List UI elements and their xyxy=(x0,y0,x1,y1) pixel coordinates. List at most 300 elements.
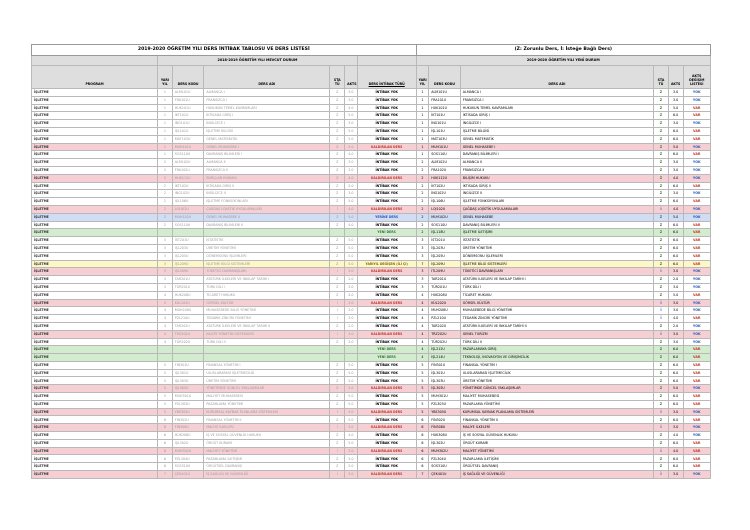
program-cell: İŞLETME xyxy=(32,447,158,455)
old-code-cell: MUH102U xyxy=(172,213,204,221)
ects-change-cell: VAR xyxy=(683,127,711,135)
new-name-cell: TEKNOLOJİ, İNOVASYON VE GİRİŞİMCİLİK xyxy=(460,354,653,362)
new-name-cell: MALİYET YÖNETİMİ xyxy=(460,447,653,455)
ects-change-cell: VAR xyxy=(683,369,711,377)
new-name-cell: MALİYE İLKELERİ xyxy=(460,424,653,432)
old-code-cell: MUH101U xyxy=(172,143,204,151)
new-code-cell: LOJ102U xyxy=(429,205,461,213)
new-name-cell: ALMANCA I xyxy=(460,89,653,97)
new-semester-cell: 4 xyxy=(416,315,429,323)
old-name-cell: İŞLETME BİLGİSİ xyxy=(204,127,330,135)
ects-change-cell: VAR xyxy=(683,237,711,245)
old-semester-cell: 1 xyxy=(158,89,173,97)
old-semester-cell: 5 xyxy=(158,400,173,408)
old-ects-cell: 3.0 xyxy=(345,471,358,479)
old-ects-cell: 3.0 xyxy=(345,268,358,276)
old-ects-cell: 5.0 xyxy=(345,213,358,221)
new-ects-cell: 6.0 xyxy=(668,400,683,408)
ects-change-cell: VAR xyxy=(683,361,711,369)
old-ects-cell: 3.0 xyxy=(345,120,358,128)
old-ects-cell: 4.0 xyxy=(345,174,358,182)
table-row xyxy=(32,354,711,362)
transfer-type-cell: İNTİBAK YOK xyxy=(357,455,416,463)
new-status-cell: Z xyxy=(654,400,669,408)
old-code-cell: PZL303U xyxy=(172,400,204,408)
old-code-cell: MUH302U xyxy=(172,447,204,455)
col-akts: AKTS xyxy=(345,66,358,89)
new-status-cell: Z xyxy=(654,151,669,159)
old-code-cell: ALM102U xyxy=(172,159,204,167)
new-semester-cell: 2 xyxy=(416,182,429,190)
new-semester-cell: 4 xyxy=(416,307,429,315)
program-cell: İŞLETME xyxy=(32,260,158,268)
transfer-type-cell: İNTİBAK YOK xyxy=(357,151,416,159)
new-status-cell: Z xyxy=(654,104,669,112)
ects-change-cell: YOK xyxy=(683,205,711,213)
table-row xyxy=(32,120,711,128)
ects-change-cell: YOK xyxy=(683,166,711,174)
new-code-cell: MUH101U xyxy=(429,143,461,151)
new-semester-cell: 6 xyxy=(416,447,429,455)
transfer-type-cell: İNTİBAK YOK xyxy=(357,432,416,440)
ects-change-cell: VAR xyxy=(683,291,711,299)
new-code-cell: İŞL209U xyxy=(429,260,461,268)
new-code-cell: İŞL212U xyxy=(429,346,461,354)
new-code-cell: HUK308U xyxy=(429,432,461,440)
new-status-cell: Z xyxy=(654,393,669,401)
old-ects-cell xyxy=(345,346,358,354)
new-ects-cell: 6.0 xyxy=(668,229,683,237)
new-name-cell: MALİYET MUHASEBESİ xyxy=(460,393,653,401)
old-ects-cell: 4.0 xyxy=(345,291,358,299)
program-cell: İŞLETME xyxy=(32,127,158,135)
program-cell: İŞLETME xyxy=(32,307,158,315)
ects-change-cell: YOK xyxy=(683,424,711,432)
new-code-cell: İŞL305U xyxy=(429,385,461,393)
ects-change-cell: VAR xyxy=(683,400,711,408)
ects-change-cell: VAR xyxy=(683,346,711,354)
ects-change-cell: VAR xyxy=(683,393,711,401)
new-code-cell: PZL304U xyxy=(429,455,461,463)
new-name-cell: YÖNETİMDE GÜNCEL YAKLAŞIMLAR xyxy=(460,385,653,393)
old-status-cell: Z xyxy=(330,385,345,393)
transfer-type-cell: İNTİBAK YOK xyxy=(357,198,416,206)
new-semester-cell: 2 xyxy=(416,198,429,206)
new-status-cell: Z xyxy=(654,174,669,182)
new-semester-cell: 2 xyxy=(416,205,429,213)
transfer-type-cell: İNTİBAK YOK xyxy=(357,400,416,408)
transfer-type-cell: YENİ DERS xyxy=(357,354,416,362)
new-ects-cell: 6.0 xyxy=(668,112,683,120)
old-semester-cell: 2 xyxy=(158,166,173,174)
new-code-cell: FİN308U xyxy=(429,424,461,432)
ects-change-cell: YOK xyxy=(683,307,711,315)
ects-change-cell: YOK xyxy=(683,120,711,128)
old-status-cell xyxy=(330,346,345,354)
col-akts-new: AKTS xyxy=(668,66,683,89)
old-semester-cell: 3 xyxy=(158,276,173,284)
transfer-type-cell: İNTİBAK YOK xyxy=(357,252,416,260)
new-code-cell: TAR202U xyxy=(429,322,461,330)
old-status-cell: Z xyxy=(330,135,345,143)
ects-change-cell: VAR xyxy=(683,229,711,237)
new-ects-cell: 3.0 xyxy=(668,283,683,291)
new-ects-cell: 3.0 xyxy=(668,471,683,479)
program-cell: İŞLETME xyxy=(32,182,158,190)
new-name-cell: FİNANSAL YÖNETİM I xyxy=(460,361,653,369)
program-cell: İŞLETME xyxy=(32,393,158,401)
new-name-cell: İNGİLİZCE I xyxy=(460,120,653,128)
new-ects-cell: 6.0 xyxy=(668,127,683,135)
new-status-cell: Z xyxy=(654,221,669,229)
old-semester-cell: 4 xyxy=(158,299,173,307)
new-status-cell: Z xyxy=(654,369,669,377)
table-row xyxy=(32,96,711,104)
new-semester-cell: 1 xyxy=(416,151,429,159)
new-name-cell: TEDARİK ZİNCİRİ YÖNETİMİ xyxy=(460,315,653,323)
old-semester-cell: 4 xyxy=(158,315,173,323)
old-status-cell: Z xyxy=(330,112,345,120)
new-semester-cell: 3 xyxy=(416,268,429,276)
new-status-cell: Z xyxy=(654,322,669,330)
ects-change-cell: VAR xyxy=(683,104,711,112)
new-status-cell: Z xyxy=(654,291,669,299)
new-name-cell: GENEL TURİZM xyxy=(460,330,653,338)
program-cell: İŞLETME xyxy=(32,315,158,323)
old-code-cell: İŞL301U xyxy=(172,369,204,377)
new-code-cell: HUK208U xyxy=(429,291,461,299)
transfer-type-cell: KALDIRILAN DERS xyxy=(357,174,416,182)
old-name-cell: İŞ SAĞLIĞI VE GÜVENLİĞİ xyxy=(204,471,330,479)
old-name-cell: ÖRGÜT KURAMI xyxy=(204,439,330,447)
old-name-cell: İŞLETME FONKSİYONLARI xyxy=(204,198,330,206)
old-status-cell: Z xyxy=(330,416,345,424)
new-status-cell: İ xyxy=(654,447,669,455)
new-status-cell: İ xyxy=(654,268,669,276)
table-row xyxy=(32,408,711,416)
old-status-cell: İ xyxy=(330,307,345,315)
new-name-cell: ULUSLARARASI İŞLETMECİLİK xyxy=(460,369,653,377)
old-name-cell: ATATÜRK İLKELERİ VE İNKILAP TARİHİ II xyxy=(204,322,330,330)
old-semester-cell: 3 xyxy=(158,283,173,291)
transfer-type-cell: KALDIRILAN DERS xyxy=(357,447,416,455)
table-row xyxy=(32,299,711,307)
old-code-cell: HUK208U xyxy=(172,291,204,299)
new-status-cell: İ xyxy=(654,471,669,479)
new-code-cell: İŞL106U xyxy=(429,198,461,206)
transfer-type-cell: İNTİBAK YOK xyxy=(357,283,416,291)
new-code-cell: YBS305U xyxy=(429,408,461,416)
ects-change-cell: VAR xyxy=(683,354,711,362)
old-name-cell xyxy=(204,229,330,237)
old-status-cell: Z xyxy=(330,291,345,299)
new-semester-cell: 4 xyxy=(416,346,429,354)
new-ects-cell: 3.0 xyxy=(668,96,683,104)
transfer-type-cell: İNTİBAK YOK xyxy=(357,221,416,229)
new-code-cell: ALM102U xyxy=(429,159,461,167)
new-code-cell: TÜR201U xyxy=(429,283,461,291)
transfer-type-cell: KALDIRILAN DERS xyxy=(357,205,416,213)
table-row xyxy=(32,190,711,198)
old-semester-cell: 2 xyxy=(158,205,173,213)
new-semester-cell: 4 xyxy=(416,299,429,307)
old-ects-cell: 2.0 xyxy=(345,276,358,284)
old-status-cell: Z xyxy=(330,213,345,221)
old-name-cell: FİNANSAL YÖNETİM I xyxy=(204,361,330,369)
new-name-cell: ALMANCA II xyxy=(460,159,653,167)
old-status-cell: Z xyxy=(330,463,345,471)
old-ects-cell: 2.0 xyxy=(345,322,358,330)
new-status-cell: Z xyxy=(654,463,669,471)
old-status-cell: İ xyxy=(330,408,345,416)
old-status-cell: Z xyxy=(330,369,345,377)
program-cell: İŞLETME xyxy=(32,198,158,206)
new-status-cell: İ xyxy=(654,205,669,213)
old-status-cell: Z xyxy=(330,400,345,408)
old-semester-cell: 2 xyxy=(158,213,173,221)
ects-change-cell: YOK xyxy=(683,268,711,276)
program-cell: İŞLETME xyxy=(32,135,158,143)
new-code-cell: İŞL205U xyxy=(429,252,461,260)
old-name-cell: TEDARİK ZİNCİRİ YÖNETİMİ xyxy=(204,315,330,323)
old-semester-cell: 1 xyxy=(158,104,173,112)
old-name-cell: FRANSIZCA I xyxy=(204,96,330,104)
new-section-title: 2019-2020 ÖĞRETİM YILI YENİ DURUM xyxy=(416,56,710,66)
ects-change-cell: YOK xyxy=(683,213,711,221)
old-code-cell: İNG101U xyxy=(172,120,204,128)
new-ects-cell: 4.0 xyxy=(668,432,683,440)
new-status-cell: Z xyxy=(654,143,669,151)
old-ects-cell: 5.0 xyxy=(345,198,358,206)
new-ects-cell: 5.0 xyxy=(668,104,683,112)
ects-change-cell: YOK xyxy=(683,143,711,151)
col-statu-new: STA TÜ xyxy=(654,66,669,89)
old-name-cell: BORÇLAR HUKUKU xyxy=(204,174,330,182)
new-name-cell: İSTATİSTİK xyxy=(460,237,653,245)
program-cell: İŞLETME xyxy=(32,120,158,128)
old-status-cell: Z xyxy=(330,166,345,174)
program-cell: İŞLETME xyxy=(32,237,158,245)
old-code-cell: İŞL305U xyxy=(172,385,204,393)
old-semester-cell: 4 xyxy=(158,338,173,346)
transfer-type-cell: KALDIRILAN DERS xyxy=(357,143,416,151)
old-status-cell: Z xyxy=(330,127,345,135)
old-status-cell: Z xyxy=(330,322,345,330)
old-code-cell: TRZ202U xyxy=(172,330,204,338)
new-code-cell: FRA101U xyxy=(429,96,461,104)
table-row xyxy=(32,174,711,182)
program-cell: İŞLETME xyxy=(32,439,158,447)
transfer-type-cell: KALDIRILAN DERS xyxy=(357,471,416,479)
old-code-cell: HUK308U xyxy=(172,432,204,440)
old-code-cell: İŞL303U xyxy=(172,377,204,385)
new-ects-cell: 3.0 xyxy=(668,330,683,338)
new-status-cell: İ xyxy=(654,307,669,315)
transfer-type-cell: İNTİBAK YOK xyxy=(357,393,416,401)
new-ects-cell: 2.0 xyxy=(668,322,683,330)
new-ects-cell: 3.0 xyxy=(668,268,683,276)
new-status-cell: İ xyxy=(654,424,669,432)
new-name-cell: HUKUKUN TEMEL KAVRAMLARI xyxy=(460,104,653,112)
program-cell: İŞLETME xyxy=(32,338,158,346)
old-code-cell: PZL210U xyxy=(172,315,204,323)
old-semester-cell: 7 xyxy=(158,471,173,479)
new-status-cell: Z xyxy=(654,244,669,252)
new-status-cell: Z xyxy=(654,213,669,221)
old-ects-cell: 5.0 xyxy=(345,182,358,190)
old-status-cell: Z xyxy=(330,190,345,198)
old-semester-cell: 5 xyxy=(158,377,173,385)
old-name-cell: YÖNETİMDE GÜNCEL YAKLAŞIMLAR xyxy=(204,385,330,393)
new-ects-cell: 6.0 xyxy=(668,198,683,206)
program-cell: İŞLETME xyxy=(32,96,158,104)
new-status-cell: Z xyxy=(654,127,669,135)
old-semester-cell: 2 xyxy=(158,198,173,206)
old-status-cell: Z xyxy=(330,89,345,97)
old-ects-cell: 3.0 xyxy=(345,166,358,174)
table-row xyxy=(32,416,711,424)
old-code-cell: PZL304U xyxy=(172,455,204,463)
new-semester-cell: 6 xyxy=(416,463,429,471)
program-cell: İŞLETME xyxy=(32,432,158,440)
program-cell: İŞLETME xyxy=(32,190,158,198)
new-name-cell: DÖNEMSONU İŞLEMLERİ xyxy=(460,252,653,260)
new-semester-cell: 6 xyxy=(416,424,429,432)
transfer-type-cell: İNTİBAK YOK xyxy=(357,237,416,245)
old-name-cell: KURUMSAL KAYNAK PLANLAMA SİSTEMLERİ xyxy=(204,408,330,416)
new-ects-cell: 6.0 xyxy=(668,463,683,471)
old-semester-cell: 2 xyxy=(158,221,173,229)
new-code-cell: PZL303U xyxy=(429,400,461,408)
new-code-cell: İŞL101U xyxy=(429,127,461,135)
old-name-cell: MUHASEBEDE BİLGİ YÖNETİMİ xyxy=(204,307,330,315)
ects-change-cell: VAR xyxy=(683,377,711,385)
old-code-cell: SOS310U xyxy=(172,463,204,471)
program-cell: İŞLETME xyxy=(32,268,158,276)
new-name-cell: ÜRETİM YÖNETİMİ xyxy=(460,377,653,385)
transfer-type-cell: İNTİBAK YOK xyxy=(357,307,416,315)
old-ects-cell: 5.0 xyxy=(345,361,358,369)
new-name-cell: MUHASEBEDE BİLGİ YÖNETİMİ xyxy=(460,307,653,315)
new-semester-cell: 1 xyxy=(416,104,429,112)
old-name-cell: İŞLETME BİLGİ SİSTEMLERİ xyxy=(204,260,330,268)
new-status-cell: Z xyxy=(654,229,669,237)
new-name-cell: TÜKETİCİ DAVRANIŞLARI xyxy=(460,268,653,276)
old-ects-cell: 3.0 xyxy=(345,424,358,432)
table-row xyxy=(32,89,711,97)
new-ects-cell: 4.0 xyxy=(668,205,683,213)
new-code-cell: HUK101U xyxy=(429,104,461,112)
new-semester-cell: 6 xyxy=(416,432,429,440)
old-code-cell: LOJ102U xyxy=(172,205,204,213)
transfer-type-cell: İNTİBAK YOK xyxy=(357,244,416,252)
program-cell: İŞLETME xyxy=(32,322,158,330)
table-row xyxy=(32,432,711,440)
old-name-cell: TÜRK DİLİ II xyxy=(204,338,330,346)
new-ects-cell: 6.0 xyxy=(668,439,683,447)
old-code-cell: İŞL203U xyxy=(172,244,204,252)
new-semester-cell: 4 xyxy=(416,354,429,362)
old-semester-cell xyxy=(158,354,173,362)
ects-change-cell: VAR xyxy=(683,315,711,323)
old-ects-cell: 5.0 xyxy=(345,127,358,135)
new-status-cell: Z xyxy=(654,416,669,424)
old-name-cell: ALMANCA I xyxy=(204,89,330,97)
new-code-cell: İNG101U xyxy=(429,120,461,128)
ects-change-cell: YOK xyxy=(683,338,711,346)
old-code-cell: SOS110U xyxy=(172,221,204,229)
transfer-type-cell: İNTİBAK YOK xyxy=(357,135,416,143)
old-name-cell: FİNANSAL YÖNETİM II xyxy=(204,416,330,424)
table-row xyxy=(32,291,711,299)
new-name-cell: İŞ SAĞLIĞI VE GÜVENLİĞİ xyxy=(460,471,653,479)
new-ects-cell: 6.0 xyxy=(668,135,683,143)
old-semester-cell: 1 xyxy=(158,120,173,128)
old-status-cell: Z xyxy=(330,104,345,112)
new-status-cell: Z xyxy=(654,432,669,440)
old-name-cell: İŞ VE SOSYAL GÜVENLİK HUKUKU xyxy=(204,432,330,440)
ects-change-cell: YOK xyxy=(683,89,711,97)
old-ects-cell: 3.0 xyxy=(345,283,358,291)
old-status-cell: Z xyxy=(330,455,345,463)
new-code-cell: İKT101U xyxy=(429,112,461,120)
new-semester-cell: 5 xyxy=(416,369,429,377)
transfer-type-cell: YERİNE DERS xyxy=(357,213,416,221)
ects-change-cell: YOK xyxy=(683,283,711,291)
old-semester-cell: 4 xyxy=(158,291,173,299)
ects-change-cell: VAR xyxy=(683,198,711,206)
new-ects-cell: 6.0 xyxy=(668,151,683,159)
old-code-cell: İŞL302U xyxy=(172,439,204,447)
old-name-cell: İNGİLİZCE I xyxy=(204,120,330,128)
new-name-cell: ÖRGÜT KURAMI xyxy=(460,439,653,447)
new-ects-cell: 6.0 xyxy=(668,377,683,385)
program-cell: İŞLETME xyxy=(32,151,158,159)
column-header-row xyxy=(32,66,711,89)
old-code-cell xyxy=(172,229,204,237)
old-semester-cell: 3 xyxy=(158,244,173,252)
new-ects-cell: 3.0 xyxy=(668,338,683,346)
new-ects-cell: 5.0 xyxy=(668,213,683,221)
old-ects-cell: 5.0 xyxy=(345,455,358,463)
old-name-cell: DAVRANIŞ BİLİMLERİ II xyxy=(204,221,330,229)
program-cell: İŞLETME xyxy=(32,143,158,151)
table-row xyxy=(32,221,711,229)
ects-change-cell: YOK xyxy=(683,159,711,167)
transfer-type-cell: İNTİBAK YOK xyxy=(357,127,416,135)
old-code-cell: MUH301U xyxy=(172,393,204,401)
new-ects-cell: 2.0 xyxy=(668,276,683,284)
new-semester-cell: 7 xyxy=(416,260,429,268)
program-cell: İŞLETME xyxy=(32,346,158,354)
old-semester-cell: 6 xyxy=(158,455,173,463)
old-name-cell: PAZARLAMA İLETİŞİMİ xyxy=(204,455,330,463)
table-row xyxy=(32,385,711,393)
table-row xyxy=(32,268,711,276)
old-semester-cell: 6 xyxy=(158,424,173,432)
new-name-cell: KURUMSAL KAYNAK PLANLAMA SİSTEMLERİ xyxy=(460,408,653,416)
transfer-type-cell: KALDIRILAN DERS xyxy=(357,408,416,416)
new-status-cell: İ xyxy=(654,330,669,338)
new-semester-cell: 1 xyxy=(416,135,429,143)
new-code-cell: PZL210U xyxy=(429,315,461,323)
old-name-cell: DÖNEMSONU İŞLEMLERİ xyxy=(204,252,330,260)
old-status-cell: Z xyxy=(330,244,345,252)
new-ects-cell: 3.0 xyxy=(668,89,683,97)
transfer-type-cell: İNTİBAK YOK xyxy=(357,369,416,377)
new-name-cell: BİLİŞİM HUKUKU xyxy=(460,174,653,182)
old-ects-cell: 3.0 xyxy=(345,96,358,104)
